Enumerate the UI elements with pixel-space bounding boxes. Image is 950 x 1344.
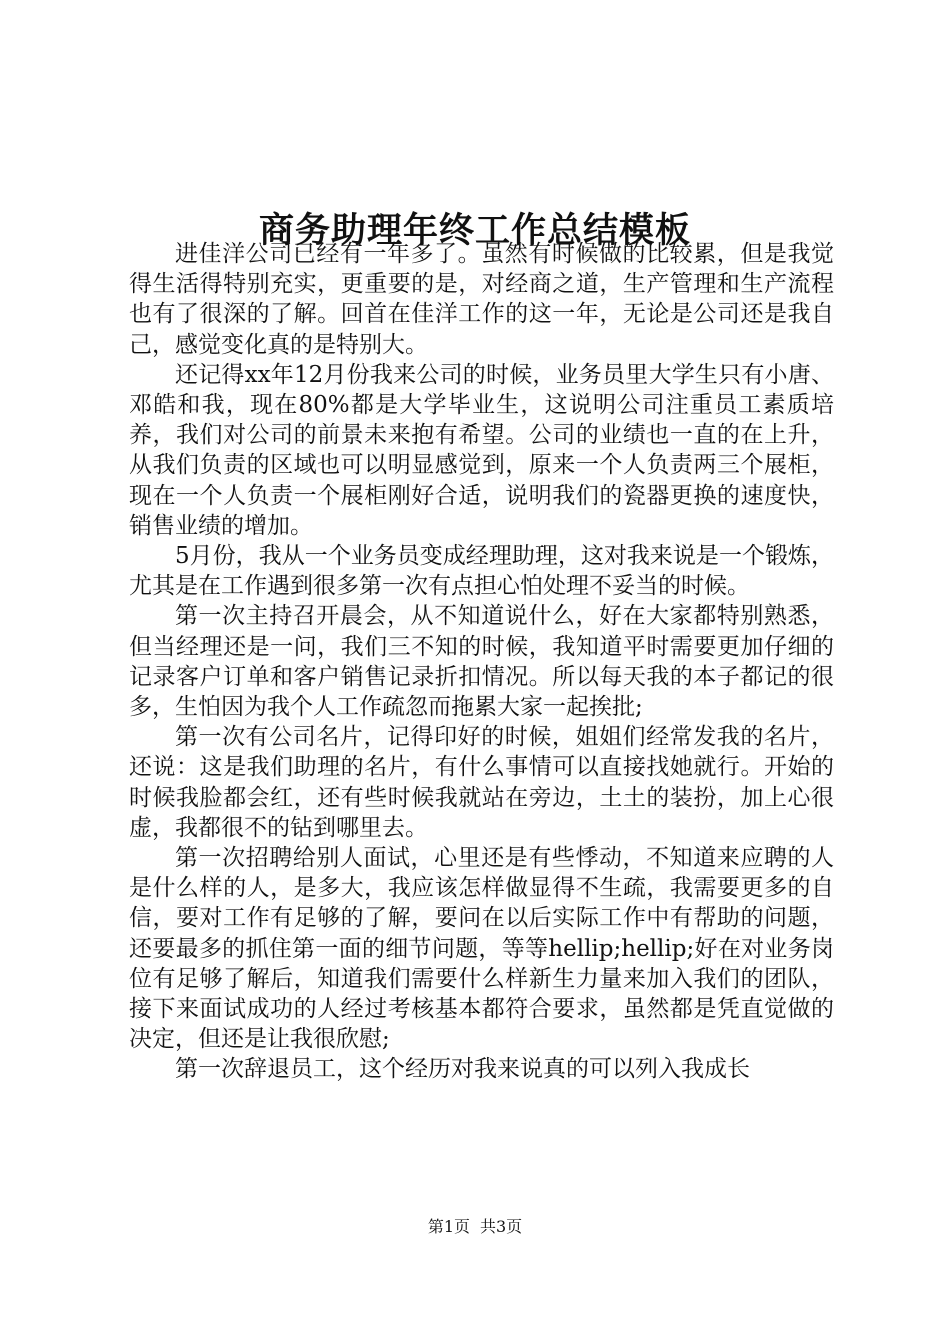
page-number: 第1页 [427,1217,470,1236]
paragraph: 第一次辞退员工，这个经历对我来说真的可以列入我成长 [175,1056,750,1083]
page-total: 共3页 [480,1217,523,1236]
page-footer [0,1216,950,1238]
paragraph: 第一次有公司名片，记得印好的时候，姐姐们经常发我的名片，还说：这是我们助理的名片，有什么事情可以直接找她就行。开始的时候我脸都会红，还有些时候我就站在旁边，土土的装扮，加上心很虚，我都很不的钻到哪里去。 [129,724,834,841]
paragraph: 第一次招聘给别人面试，心里还是有些悸动，不知道来应聘的人是什么样的人，是多大，我应该怎样做显得不生疏，我需要更多的自信，要对工作有足够的了解，要问在以后实际工作中有帮助的问题，还要最多的抓住第一面的细节问题，等等hellip;hellip;好在对业务岗位有足够了解后，知道我们需要什么样新生力量来加入我们的团队，接下来面试成功的人经过考核基本都符合要求，虽然都是凭直觉做的决定，但还是让我很欣慰; [129,845,834,1053]
paragraph: 第一次主持召开晨会，从不知道说什么，好在大家都特别熟悉，但当经理还是一问，我们三不知的时候，我知道平时需要更加仔细的记录客户订单和客户销售记录折扣情况。所以每天我的本子都记的很多，生怕因为我个人工作疏忽而拖累大家一起挨批; [129,603,834,721]
paragraph: 5月份，我从一个业务员变成经理助理，这对我来说是一个锻炼，尤其是在工作遇到很多第一次有点担心怕处理不妥当的时候。 [129,543,834,600]
paragraph: 还记得xx年12月份我来公司的时候，业务员里大学生只有小唐、邓皓和我，现在80%都是大学毕业生，这说明公司注重员工素质培养，我们对公司的前景未来抱有希望。公司的业绩也一直的在上升，从我们负责的区域也可以明显感觉到，原来一个人负责两三个展柜，现在一个人负责一个展柜刚好合适，说明我们的瓷器更换的速度快，销售业绩的增加。 [129,361,834,539]
paragraph: 进佳洋公司已经有一年多了。虽然有时候做的比较累，但是我觉得生活得特别充实，更重要的是，对经商之道，生产管理和生产流程也有了很深的了解。回首在佳洋工作的这一年，无论是公司还是我自己，感觉变化真的是特别大。 [129,241,834,358]
document-title: 商务助理年终工作总结模板 [258,210,691,252]
document-body [129,239,834,1085]
